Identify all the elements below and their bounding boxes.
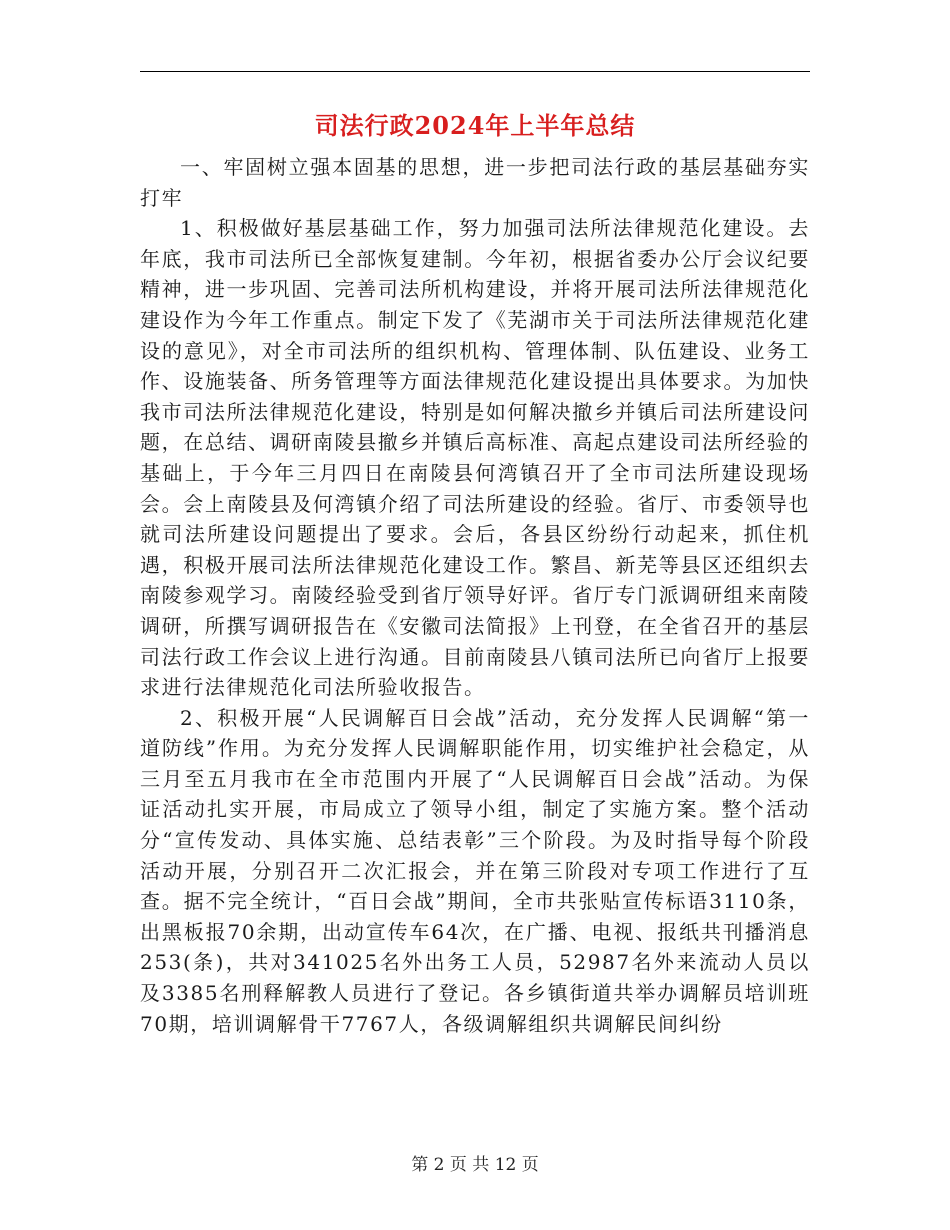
section-heading: 一、牢固树立强本固基的思想，进一步把司法行政的基层基础夯实打牢 — [140, 155, 810, 210]
document-body — [140, 152, 810, 1039]
body-paragraph: 2、积极开展“人民调解百日会战”活动，充分发挥人民调解“第一道防线”作用。为充分发挥人民调解职能作用，切实维护社会稳定，从三月至五月我市在全市范围内开展了“人民调解百日会战”活动。为保证活动扎实开展，市局成立了领导小组，制定了实施方案。整个活动分“宣传发动、具体实施、总结表彰”三个阶段。为及时指导每个阶段活动开展，分别召开二次汇报会，并在第三阶段对专项工作进行了互查。据不完全统计，“百日会战”期间，全市共张贴宣传标语3110条，出黑板报70余期，出动宣传车64次，在广播、电视、报纸共刊播消息253(条)，共对341025名外出务工人员，52987名外来流动人员以及3385名刑释解教人员进行了登记。各乡镇街道共举办调解员培训班70期，培训调解骨干7767人，各级调解组织共调解民间纠纷 — [140, 705, 810, 1036]
page-number: 第 2 页 共 12 页 — [411, 1155, 539, 1175]
document-title: 司法行政2024年上半年总结 — [314, 111, 636, 140]
page-footer — [0, 1153, 950, 1177]
header-rule — [140, 71, 810, 72]
body-paragraph: 1、积极做好基层基础工作，努力加强司法所法律规范化建设。去年底，我市司法所已全部恢复建制。今年初，根据省委办公厅会议纪要精神，进一步巩固、完善司法所机构建设，并将开展司法所法律规范化建设作为今年工作重点。制定下发了《芜湖市关于司法所法律规范化建设的意见》，对全市司法所的组织机构、管理体制、队伍建设、业务工作、设施装备、所务管理等方面法律规范化建设提出具体要求。为加快我市司法所法律规范化建设，特别是如何解决撤乡并镇后司法所建设问题，在总结、调研南陵县撤乡并镇后高标准、高起点建设司法所经验的基础上，于今年三月四日在南陵县何湾镇召开了全市司法所建设现场会。会上南陵县及何湾镇介绍了司法所建设的经验。省厅、市委领导也就司法所建设问题提出了要求。会后，各县区纷纷行动起来，抓住机遇，积极开展司法所法律规范化建设工作。繁昌、新芜等县区还组织去南陵参观学习。南陵经验受到省厅领导好评。省厅专门派调研组来南陵调研，所撰写调研报告在《安徽司法简报》上刊登，在全省召开的基层司法行政工作会议上进行沟通。目前南陵县八镇司法所已向省厅上报要求进行法律规范化司法所验收报告。 — [140, 216, 810, 700]
